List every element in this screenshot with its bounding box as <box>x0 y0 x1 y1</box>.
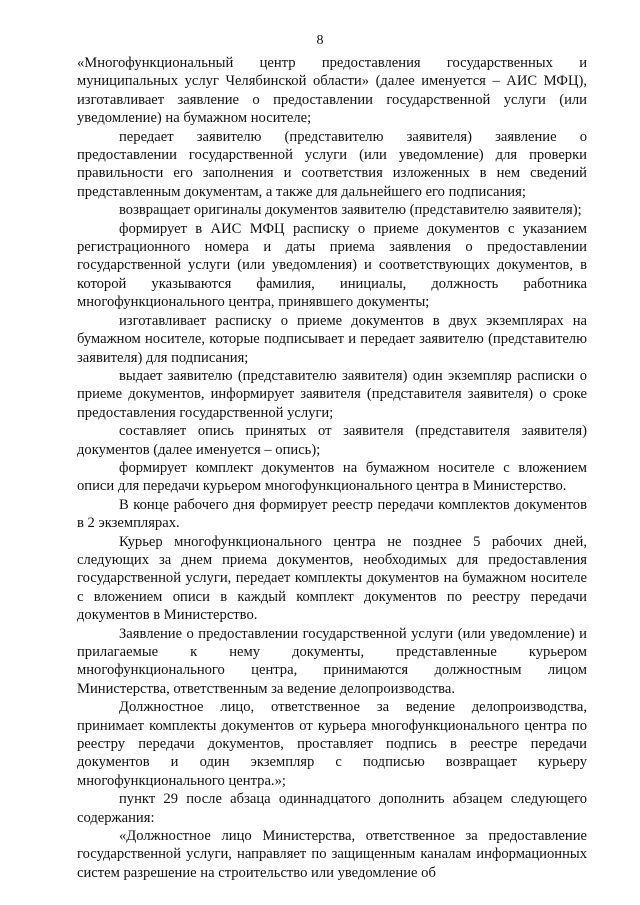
paragraph-12: Должностное лицо, ответственное за ведение делопроизводства, принимает комплекты документов от курьера многофункционального центра по реестру передачи документов, проставляет подпись в реестре передачи документов и один экземпляр с подписью возвращает курьеру многофункционального центра.»; <box>77 699 587 789</box>
paragraph-2: передает заявителю (представителю заявителя) заявление о предоставлении государственной услуги (или уведомление) для проверки правильности его заполнения и соответствия изложенных в нем сведений представленным документам, а также для дальнейшего его подписания; <box>77 128 587 200</box>
paragraph-10: Курьер многофункционального центра не позднее 5 рабочих дней, следующих за днем приема документов, необходимых для предоставления государственной услуги, передает комплекты документов на бумажном носителе с вложением описи в каждый комплект документов по реестру передачи документов в Министерство. <box>77 533 587 624</box>
paragraph-9: В конце рабочего дня формирует реестр передачи комплектов документов в 2 экземплярах. <box>77 496 587 532</box>
paragraph-11: Заявление о предоставлении государственной услуги (или уведомление) и прилагаемые к нему документы, представленные курьером многофункционального центра, принимаются должностным лицом Министерства, ответственным за ведение делопроизводства. <box>77 625 587 697</box>
page-number: 8 <box>316 33 324 48</box>
paragraph-5: изготавливает расписку о приеме документов в двух экземплярах на бумажном носителе, которые подписывает и передает заявителю (представителю заявителя) для подписания; <box>77 312 587 366</box>
paragraph-6: выдает заявителю (представителю заявителя) один экземпляр расписки о приеме документов, информирует заявителя (представителя заявителя) о сроке предоставления государственной услуги; <box>77 367 587 421</box>
paragraph-14: «Должностное лицо Министерства, ответственное за предоставление государственной услуги, направляет по защищенным каналам информационных систем разрешение на строительство или уведомление об <box>77 828 587 881</box>
paragraph-13: пункт 29 после абзаца одиннадцатого дополнить абзацем следующего содержания: <box>77 791 587 826</box>
paragraph-7: составляет опись принятых от заявителя (представителя заявителя) документов (далее именуется – опись); <box>77 423 587 458</box>
body-text <box>77 54 587 882</box>
paragraph-3: возвращает оригиналы документов заявителю (представителю заявителя); <box>119 202 582 219</box>
paragraph-4: формирует в АИС МФЦ расписку о приеме документов с указанием регистрационного номера и даты приема заявления о предоставлении государственной услуги (или уведомления) и соответствующих документов, в которой указываются фамилия, инициалы, должность работника многофункционального центра, принявшего документы; <box>77 220 587 311</box>
paragraph-1: «Многофункциональный центр предоставления государственных и муниципальных услуг Челябинской области» (далее именуется – АИС МФЦ), изготавливает заявление о предоставлении государственной услуги (или уведомление) на бумажном носителе; <box>77 55 587 127</box>
paragraph-8: формирует комплект документов на бумажном носителе с вложением описи для передачи курьером многофункционального центра в Министерство. <box>77 459 587 495</box>
